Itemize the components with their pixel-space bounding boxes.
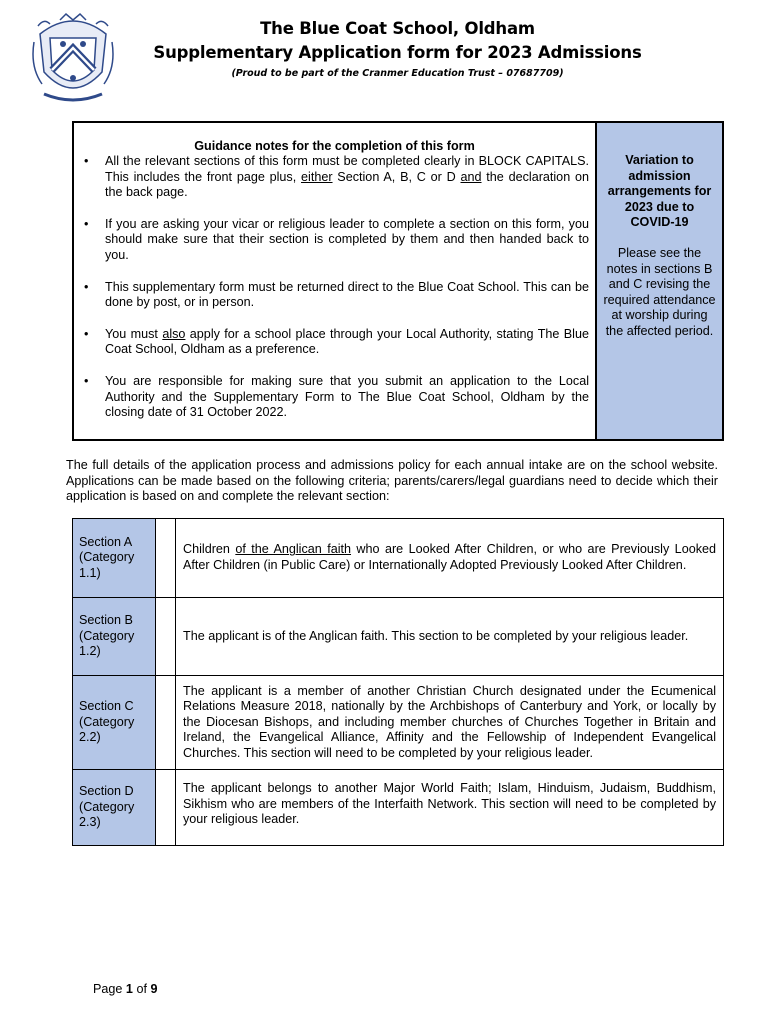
document-header (120, 17, 675, 83)
guidance-bullet: • You are responsible for making sure that you submit an application to the Local Authority and the Supplementary Form to The Blue Coat School, Oldham by the closing date of 31 October 2022. (80, 374, 589, 421)
section-b-description: The applicant is of the Anglican faith. This section to be completed by your religious leader. (176, 598, 724, 676)
page-number: Page 1 of 9 (93, 982, 158, 996)
sections-table (72, 518, 724, 846)
guidance-bullet: • This supplementary form must be returned direct to the Blue Coat School. This can be done by post, or in person. (80, 280, 589, 311)
covid-variation-panel (597, 123, 722, 439)
guidance-notes (74, 123, 597, 439)
school-name-title: The Blue Coat School, Oldham (260, 19, 535, 38)
section-b-checkbox-cell[interactable] (156, 598, 176, 676)
variation-body: Please see the notes in sections B and C revising the required attendance at worship during the affected period. (603, 245, 716, 338)
section-c-checkbox-cell[interactable] (156, 676, 176, 770)
guidance-bullet: • All the relevant sections of this form must be completed clearly in BLOCK CAPITALS. This includes the front page plus, either Section A, B, C or D and the declaration on the back page. (80, 154, 589, 201)
guidance-heading: Guidance notes for the completion of this form (194, 139, 475, 153)
table-row (73, 676, 724, 770)
intro-paragraph: The full details of the application process and admissions policy for each annual intake are on the school website. Applications can be made based on the following criteria; parents/carers/legal guardians need to decide which their application is based on and complete the relevant section: (66, 458, 718, 504)
school-crest-icon (30, 12, 116, 108)
section-d-description: The applicant belongs to another Major World Faith; Islam, Hinduism, Judaism, Buddhism, Sikhism who are members of the Interfaith Network. This section will need to be completed by your religious leader. (176, 770, 724, 846)
section-a-description: Children of the Anglican faith who are Looked After Children, or who are Previously Looked After Children (in Public Care) or Internationally Adopted Previously Looked After Children. (176, 519, 724, 598)
section-b-label: Section B (Category 1.2) (73, 598, 156, 676)
table-row (73, 519, 724, 598)
section-c-label: Section C (Category 2.2) (73, 676, 156, 770)
guidance-bullet: • If you are asking your vicar or religious leader to complete a section on this form, you should make sure that their section is completed by them and then handed back to you. (80, 217, 589, 264)
variation-title: Variation to admission arrangements for 2023 due to COVID-19 (607, 153, 712, 230)
guidance-box (72, 121, 724, 441)
guidance-list (80, 154, 589, 421)
section-d-label: Section D (Category 2.3) (73, 770, 156, 846)
table-row (73, 598, 724, 676)
trust-subtitle: (Proud to be part of the Cranmer Education Trust – 07687709) (231, 68, 564, 79)
table-row (73, 770, 724, 846)
section-c-description: The applicant is a member of another Christian Church designated under the Ecumenical Relations Measure 2018, nationally by the Archbishops of Canterbury and York, or locally by the Diocesan Bishops, and including member churches of Churches Together in Britain and Ireland, the Evangelical Alliance, Affinity and the Fellowship of Independent Evangelical Churches. This section will need to be completed by your religious leader. (176, 676, 724, 770)
section-d-checkbox-cell[interactable] (156, 770, 176, 846)
guidance-bullet: • You must also apply for a school place through your Local Authority, stating The Blue Coat School, Oldham as a preference. (80, 327, 589, 358)
form-title: Supplementary Application form for 2023 Admissions (153, 43, 642, 62)
section-a-label: Section A (Category 1.1) (73, 519, 156, 598)
section-a-checkbox-cell[interactable] (156, 519, 176, 598)
